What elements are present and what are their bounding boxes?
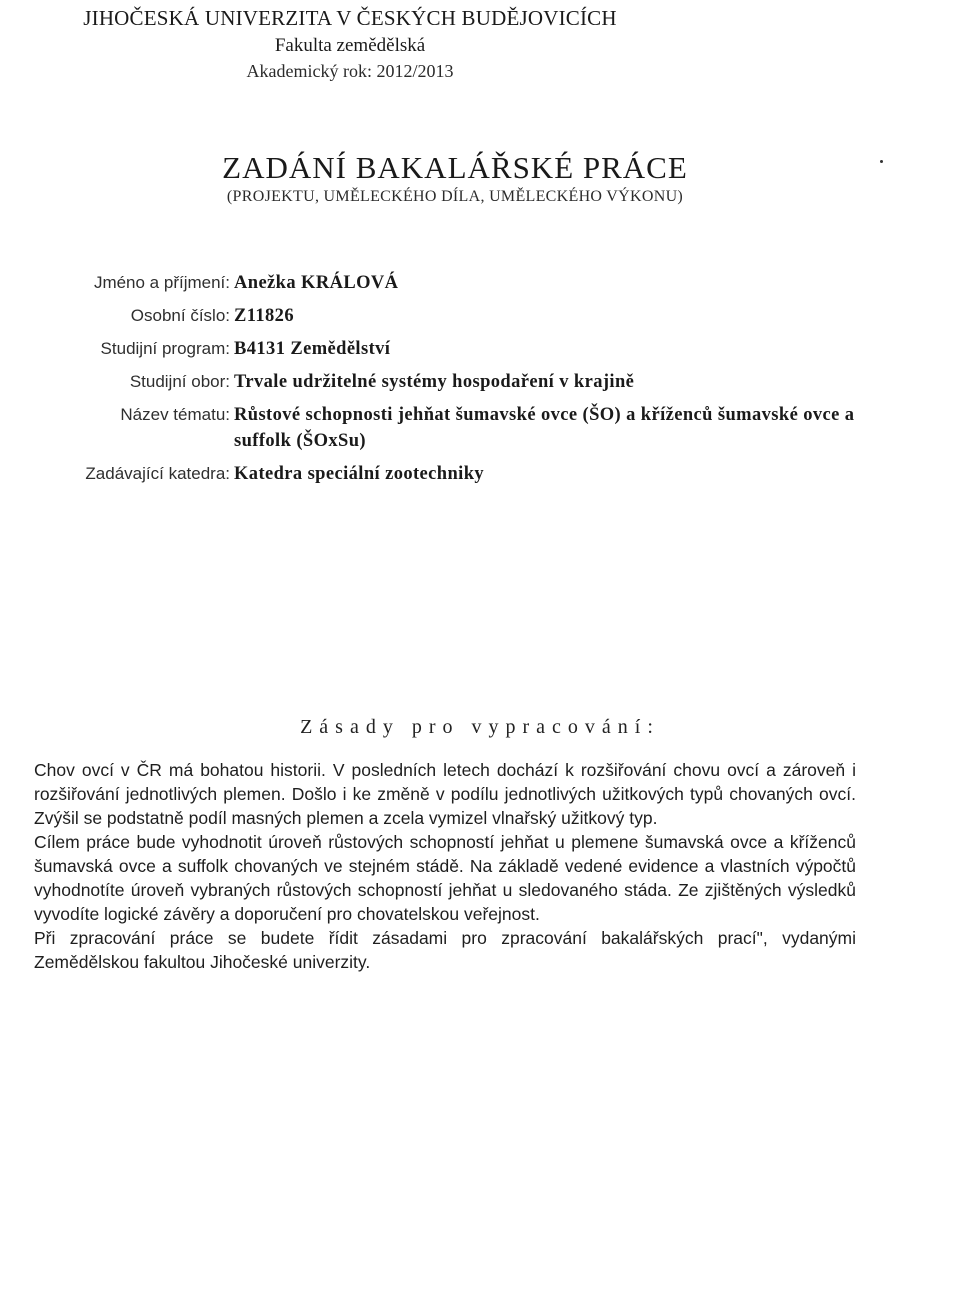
paragraph: Při zpracování práce se budete řídit zásadami pro zpracování bakalářských prací", vydanými Zemědělskou fakultou Jihočeské univerzity. xyxy=(34,928,856,972)
student-info xyxy=(0,270,960,494)
faculty-name: Fakulta zemědělská xyxy=(274,35,426,56)
info-label: Název tématu: xyxy=(120,405,230,424)
paragraph: Cílem práce bude vyhodnotit úroveň růstových schopností jehňat u plemene šumavská ovce a kříženců šumavská ovce a suffolk chovaných ve stejném stádě. Na základě vedené evidence a vlastních výpočtů vyhodnotíte úroveň vybraných růstových schopností jehňat u sledovaného stáda. Ze zjištěných výsledků vyvodíte logické závěry a doporučení pro chovatelskou veřejnost. xyxy=(34,832,856,924)
info-value: B4131 Zemědělství xyxy=(234,339,391,359)
info-label: Studijní program: xyxy=(100,339,230,358)
title-block xyxy=(0,150,910,206)
info-value: Trvale udržitelné systémy hospodaření v krajině xyxy=(234,372,635,392)
info-row-personal-number xyxy=(0,303,960,329)
info-value: Z11826 xyxy=(234,306,294,326)
info-value: Katedra speciální zootechniky xyxy=(234,464,485,484)
info-row-department xyxy=(0,461,960,487)
info-value: Růstové schopnosti jehňat šumavské ovce (ŠO) a kříženců šumavské ovce a suffolk (ŠOxSu) xyxy=(234,405,855,451)
info-label: Studijní obor: xyxy=(129,372,230,391)
info-row-topic xyxy=(0,402,960,454)
academic-year: Akademický rok: 2012/2013 xyxy=(246,61,454,81)
principles-text xyxy=(34,758,856,974)
document-subtitle: (PROJEKTU, UMĚLECKÉHO DÍLA, UMĚLECKÉHO VÝKONU) xyxy=(226,188,684,205)
university-name: JIHOČESKÁ UNIVERZITA V ČESKÝCH BUDĚJOVICÍCH xyxy=(83,6,617,30)
info-label: Jméno a příjmení: xyxy=(93,273,230,292)
info-label: Zadávající katedra: xyxy=(85,464,230,483)
paragraph: Chov ovcí v ČR má bohatou historii. V posledních letech dochází k rozšiřování chovu ovcí a zároveň i rozšiřování jednotlivých plemen. Došlo i ke změně v podílu jednotlivých užitkových typů chovaných ovcí. Zvýšil se podstatně podíl masných plemen a zcela vymizel vlnařský užitkový typ. xyxy=(34,760,856,828)
info-label: Osobní číslo: xyxy=(130,306,230,325)
info-row-study-program xyxy=(0,336,960,362)
info-row-field-of-study xyxy=(0,369,960,395)
document-header xyxy=(0,0,700,82)
info-row-name xyxy=(0,270,960,296)
principles-heading: Zásady pro vypracování: xyxy=(300,716,660,738)
document-title: ZADÁNÍ BAKALÁŘSKÉ PRÁCE xyxy=(222,150,688,185)
info-value: Anežka KRÁLOVÁ xyxy=(234,273,399,293)
